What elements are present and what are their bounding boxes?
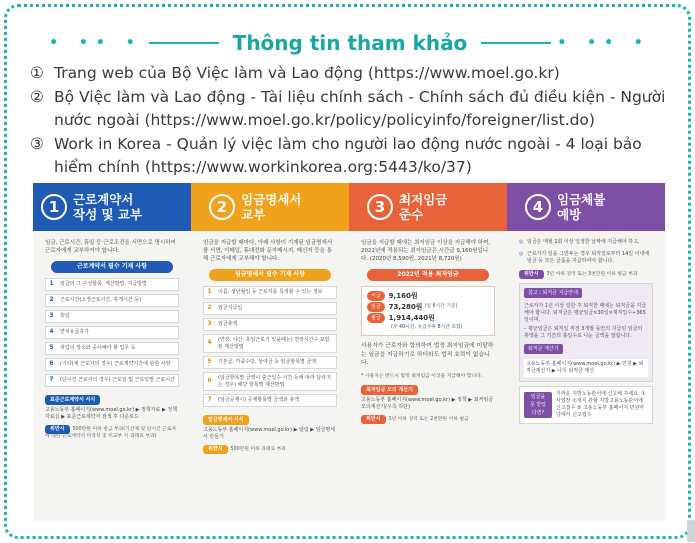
list-item <box>203 302 337 315</box>
item-number: 2 <box>207 304 212 312</box>
reference-number: ③ <box>30 134 44 153</box>
item-number: 7 <box>49 376 54 384</box>
card-note <box>45 425 179 440</box>
header-dots-right: • •• • <box>557 35 651 51</box>
item-text: 임금지급일 <box>218 305 243 312</box>
card-title-line1: 임금명세서 <box>241 192 302 207</box>
item-text: 취업의 장소와 종사해야 할 업무 등 <box>60 345 136 352</box>
card-contract <box>33 183 191 521</box>
wage-label: 시급 <box>367 291 385 301</box>
list-item <box>45 374 179 387</box>
item-text: (기타)재 근로자의 경우) 근로계약기간에 관한 사항 <box>60 361 171 368</box>
list-item <box>203 356 337 369</box>
box-title: 퇴직금 계산기 <box>524 344 563 354</box>
pen-icon <box>687 520 695 542</box>
list-item <box>203 286 337 299</box>
card-number: 4 <box>525 194 551 220</box>
card-note <box>203 445 337 454</box>
list-item <box>203 318 337 331</box>
wage-value: 73,280원 <box>388 303 423 311</box>
wage-row <box>367 291 489 301</box>
reference-list <box>30 62 680 180</box>
card-tag: 임금명세서 서식 <box>203 415 249 425</box>
card-intro: 임금을 지급할 때에는 최저임금 이상을 지급해야 하며, 2022년에 적용되는 최저임금은 시간급 9,160원입니다. (2020년 8,590원, 2021년 8,720원) <box>361 240 491 262</box>
violation-tag: 위반시 <box>45 425 70 434</box>
item-text: 임금총액 <box>218 321 238 328</box>
item-number: 1 <box>49 280 54 288</box>
wage-sub: (주 40시간, 유급주휴 8시간 포함) <box>391 325 463 330</box>
box-text: 가까운 지방노동관서에 신고해 주세요. ① 사업장 소재지 관할 지방고용노동관서에 신고접수 ② 고용노동부 홈페이지 민원마당에서 신고접수 <box>556 390 646 418</box>
note-text: 3년 이하 징역 또는 3천만원 이하 벌금 부과 <box>546 272 638 277</box>
card-footnote: * 사용자는 반드시 법정 최저임금 이상을 지급해야 합니다. <box>361 373 483 379</box>
item-text: 휴일 <box>60 313 70 320</box>
item-text: 기본급, 각종수당, 상여금 등 임금항목별 금액 <box>218 359 317 366</box>
card-note <box>361 415 495 424</box>
note-text: 500만원 이하 과태료 부과 <box>230 447 286 452</box>
card-title-line1: 근로계약서 <box>73 192 134 207</box>
item-number: 4 <box>49 328 54 336</box>
item-text: (임금공제시) 공제항목별 금액과 총액 <box>218 397 300 404</box>
wage-value: 9,160원 <box>388 292 418 300</box>
card-title-line2: 교부 <box>241 207 266 222</box>
list-item <box>45 278 179 291</box>
reference-item <box>30 62 680 86</box>
point-text: 임금은 매월 1회 이상 일정한 날짜에 지급해야 하고, <box>527 239 640 245</box>
list-item <box>203 372 337 391</box>
item-text: 연차유급휴가 <box>60 329 89 336</box>
card-title-line1: 임금체불 <box>557 192 606 207</box>
card-banner <box>349 183 507 231</box>
point-text: 근로자가 일을 그만두는 경우 퇴직일로부터 14일 이내에 임금 등 모든 금품을 지급하여야 합니다. <box>527 251 650 264</box>
box-title: 참고 : 퇴직금 지급안내 <box>524 288 582 298</box>
list-item <box>45 342 179 355</box>
list-item <box>45 358 179 371</box>
infographic-cards <box>33 183 665 521</box>
card-wage-arrears <box>507 183 665 521</box>
reference-text[interactable]: Work in Korea - Quản lý việc làm cho người lao động nước ngoài - 4 loại bảo hiểm chính (https://www.workinkorea.org:5443/ko/37) <box>54 134 642 176</box>
wage-sub: (일 8시간 기준) <box>424 304 458 309</box>
wage-value: 1,914,440원 <box>388 314 435 322</box>
item-number: 1 <box>207 288 212 296</box>
item-number: 3 <box>207 320 212 328</box>
violation-tag: 위반시 <box>361 415 386 424</box>
item-text: (연장, 야간, 휴일근로가 있을때는) 연장시간수 포함된 계산방법 <box>218 337 330 350</box>
wage-row <box>367 302 489 312</box>
card-payslip <box>191 183 349 521</box>
item-number: 3 <box>49 312 54 320</box>
item-number: 5 <box>49 344 54 352</box>
item-number: 5 <box>207 358 212 366</box>
card-minimum-wage <box>349 183 507 521</box>
card-title-line2: 예방 <box>557 207 582 222</box>
item-number: 7 <box>207 396 212 404</box>
card-site[interactable]: 고용노동부 홈페이지(www.moel.go.kr) ▶ 정책자료 ▶ 정책자료실 ▶ 표준근로계약서 검색 후 다운로드 <box>45 407 178 420</box>
card-title-line1: 최저임금 <box>399 192 448 207</box>
unpaid-box <box>519 386 653 424</box>
card-banner <box>191 183 349 231</box>
card-intro: 임금, 근로시간, 휴일 등 근로조건을 서면으로 명시하여 근로자에게 교부하여야 합니다. <box>45 240 176 254</box>
card-pill: 임금명세서 필수 기재 사항 <box>209 269 331 281</box>
list-item <box>203 334 337 353</box>
point-bullet-icon: ◎ <box>519 239 524 245</box>
reference-item <box>30 133 680 180</box>
card-items <box>203 286 337 407</box>
card-banner <box>507 183 665 231</box>
card-text: 사용자가 근로자와 합의하여 법정 최저임금에 미달하는 임금을 지급하기로 하더라도 법적 효력이 없습니다. <box>361 343 494 366</box>
list-item <box>45 310 179 323</box>
reference-number: ① <box>30 64 44 82</box>
section-header <box>30 28 670 58</box>
card-tag: 표준근로계약서 서식 <box>45 395 100 405</box>
card-pill: 2022년 적용 최저임금 <box>367 269 489 281</box>
item-text: 임금의 그 구성항목, 계산방법, 지급방법 <box>60 281 147 288</box>
card-title-line2: 작성 및 교부 <box>73 207 143 222</box>
violation-tag: 위반시 <box>203 445 228 454</box>
box-text: – 평균임금은 퇴직일 직전 3개월 동안의 지급된 임금의 총액을 그 기간의 총일수로 나눈 금액을 말합니다. <box>524 325 643 339</box>
header-line-left <box>149 42 219 44</box>
item-text: (단시간 근로자의 경우) 근로일 및 근로일별 근로시간 <box>60 377 175 384</box>
card-pill: 근로계약서 필수 기재 사항 <box>51 261 173 273</box>
reference-text[interactable]: Trang web của Bộ Việc làm và Lao động (https://www.moel.go.kr) <box>54 64 560 82</box>
note-text: 3년 이하 징역 또는 2천만원 이하 벌금 <box>388 417 469 422</box>
point-item <box>519 251 653 265</box>
list-item <box>45 294 179 307</box>
box-site[interactable]: 고용노동부 홈페이지(www.moel.go.kr) ▶ 민원 ▶ 퇴직금계산기 ▶ 나의 퇴직금 계산 <box>524 359 648 377</box>
header-dots-left: • •• • <box>49 35 143 51</box>
wage-table <box>361 286 495 336</box>
wage-label: 월급 <box>367 313 385 323</box>
violation-tag: 위반시 <box>519 270 544 279</box>
note-text: 500만원 이하 벌금 부과(기간제 및 단시간 근로자에 대한 근로계약서 미작성 및 미교부 시 과태료 부과) <box>45 427 177 439</box>
card-title-line2: 준수 <box>399 207 424 222</box>
item-text: (임금항목별 금액이 출근일수·시간 등에 따라 달라지는 경우) 해당 항목별 계산방법 <box>218 375 331 388</box>
list-item <box>203 394 337 407</box>
item-number: 6 <box>49 360 54 368</box>
card-intro: 임금을 지급할 때마다, 아래 사항이 기재된 임금명세서를 서면, 이메일, 휴대전화 문자메시지, 메신저 등을 통해 근로자에게 교부해야 합니다. <box>203 240 333 262</box>
reference-number: ② <box>30 87 44 106</box>
item-number: 2 <box>49 296 54 304</box>
severance-box <box>519 283 653 382</box>
card-note <box>519 270 653 279</box>
card-items <box>45 278 179 387</box>
wage-row <box>367 313 489 323</box>
list-item <box>45 326 179 339</box>
card-number: 2 <box>209 194 235 220</box>
box-text: 근로자가 1년 이상 일한 후 퇴직한 때에는 퇴직금을 지급해야 합니다. 퇴직금은 평균임금×30일×재직일수÷365일이며, <box>524 302 647 323</box>
card-number: 1 <box>41 194 67 220</box>
wage-label: 일급 <box>367 302 385 312</box>
reference-item <box>30 86 680 133</box>
header-line-right <box>481 42 551 44</box>
item-number: 6 <box>207 377 212 385</box>
card-site[interactable]: 고용노동부 홈페이지(www.moel.go.kr) ▶ 알림 ▶ 임금명세서 만들기 <box>203 427 336 440</box>
reference-text[interactable]: Bộ Việc làm và Lao động - Tài liệu chính sách - Chính sách đủ điều kiện - Người nước ngoài (https://www.moel.go.kr/policy/policyinfo/foreigner/list.do) <box>54 87 666 129</box>
card-number: 3 <box>367 194 393 220</box>
card-site[interactable]: 고용노동부 홈페이지(www.moel.go.kr) ▶ 정책 ▶ 최저임금 모의계산기(우측 하단) <box>361 397 494 410</box>
point-bullet-icon: ◎ <box>519 251 524 257</box>
card-banner <box>33 183 191 231</box>
card-tag: 최저임금 모의 계산기 <box>361 385 418 395</box>
item-text: 근로시간(소정근로시간, 휴게시간 등) <box>60 297 142 304</box>
box-title: 임금을 못 받았다면? <box>524 392 552 418</box>
point-item <box>519 239 653 246</box>
page-title: Thông tin tham khảo <box>232 31 468 55</box>
item-number: 4 <box>207 339 212 347</box>
item-text: 이름, 생년월일 등 근로자를 특정할 수 있는 정보 <box>218 289 323 296</box>
